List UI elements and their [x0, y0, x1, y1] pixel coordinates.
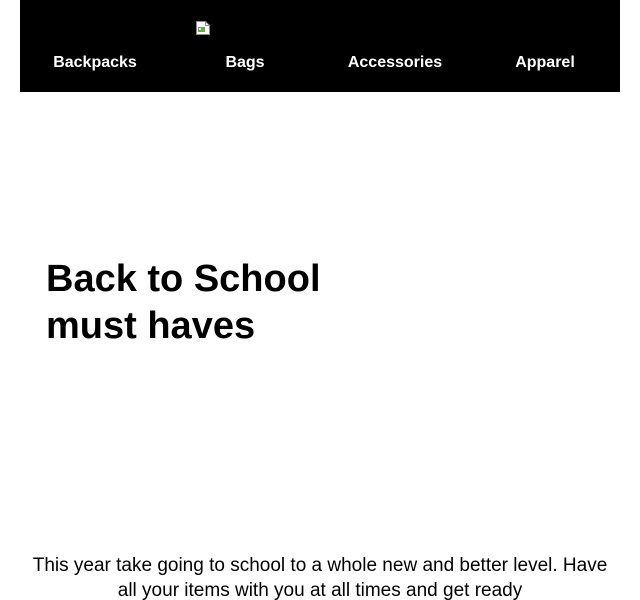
header-bar [20, 0, 620, 92]
hero-title [46, 256, 321, 350]
main-nav [20, 52, 620, 76]
nav-link-apparel[interactable]: Apparel [515, 54, 575, 71]
nav-link-backpacks[interactable]: Backpacks [53, 54, 137, 71]
hero-title-line-1: Back to School [46, 258, 321, 300]
nav-link-bags[interactable]: Bags [225, 54, 265, 71]
hero-title-line-2: must haves [46, 305, 256, 347]
broken-image-icon[interactable] [195, 20, 211, 36]
nav-link-accessories[interactable]: Accessories [347, 54, 443, 71]
intro-paragraph: This year take going to school to a whole new and better level. Have all your items with you at all times and get ready [32, 555, 608, 600]
